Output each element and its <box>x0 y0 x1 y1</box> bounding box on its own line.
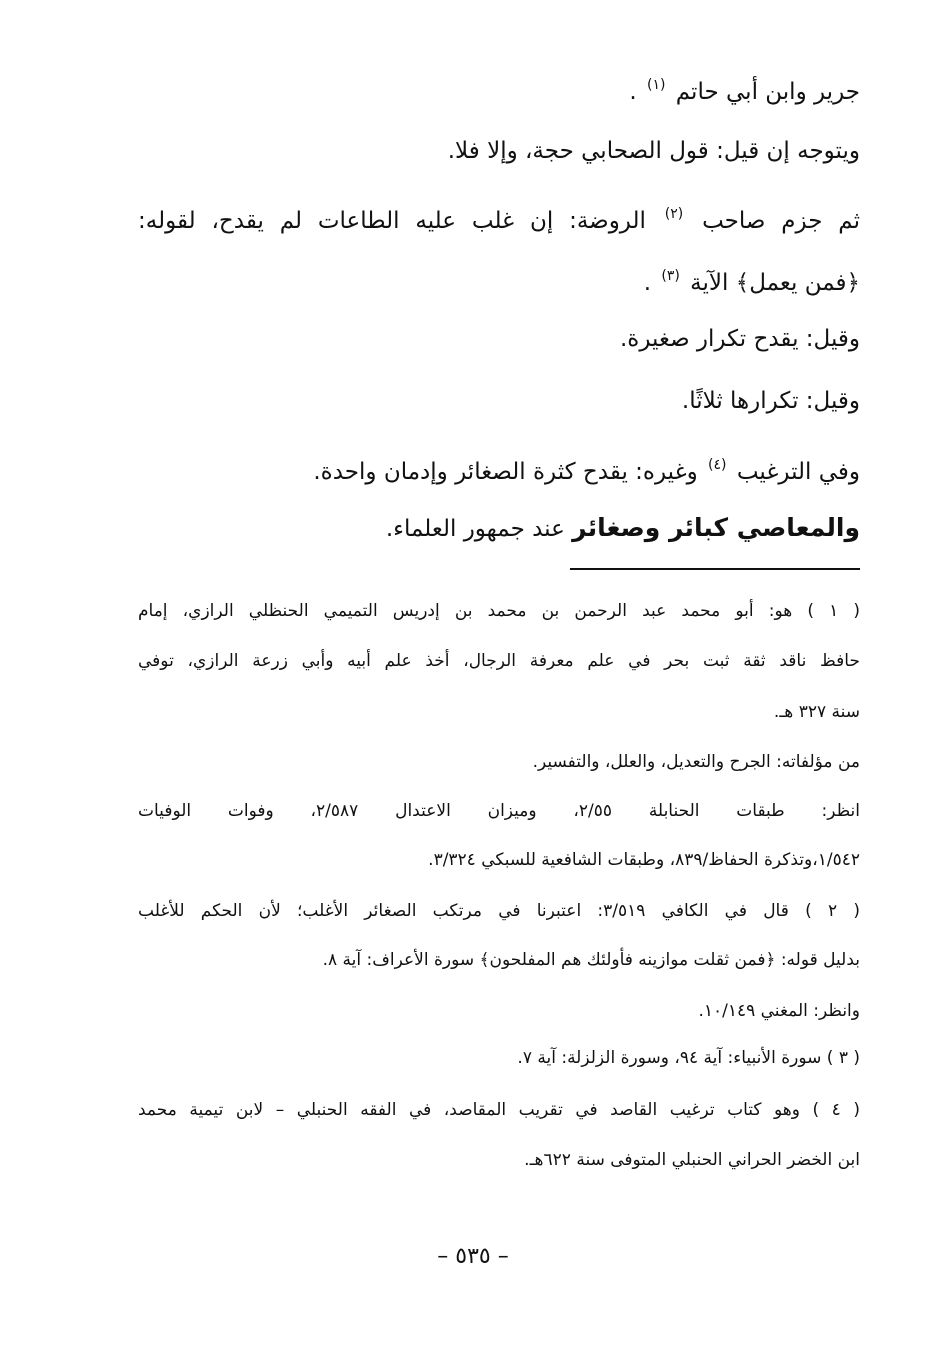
body-text: جرير وابن أبي حاتم <box>675 79 860 105</box>
footnote-text: ابن الخضر الحراني الحنبلي المتوفى سنة ٦٢٢هـ. <box>524 1150 860 1170</box>
footnote-text: ( ٤ ) وهو كتاب ترغيب القاصد في تقريب المقاصد، في الفقه الحنبلي – لابن تيمية محمد <box>138 1100 860 1120</box>
footnote-1-line-1 <box>138 598 860 624</box>
body-text: وقيل: تكرارها ثلاثًا. <box>681 388 860 414</box>
body-text: عند جمهور العلماء. <box>385 516 565 542</box>
footnote-4-line-1 <box>138 1097 860 1123</box>
footnote-text: ( ٣ ) سورة الأنبياء: آية ٩٤، وسورة الزلزلة: آية ٧. <box>517 1048 860 1068</box>
footnote-ref-4: (٤) <box>708 457 727 473</box>
quran-quote: ﴿فمن يعمل﴾ الآية <box>690 270 860 296</box>
footnote-2-line-2 <box>323 947 860 973</box>
body-line-3 <box>138 197 860 238</box>
footnote-ref-2: (٢) <box>664 206 684 222</box>
footnote-text: سنة ٣٢٧ هـ. <box>773 702 860 722</box>
footnote-text: ( ٢ ) قال في الكافي ٣/٥١٩: اعتبرنا في مرتكب الصغائر الأغلب؛ لأن الحكم للأغلب <box>138 901 860 921</box>
footnote-1-line-2 <box>138 648 860 674</box>
body-line-4 <box>644 259 860 300</box>
punctuation: . <box>643 270 652 296</box>
footnote-2-line-3 <box>698 998 860 1024</box>
body-text: ثم جزم صاحب <box>702 208 860 234</box>
section-heading: والمعاصي كبائر وصغائر <box>572 513 860 542</box>
footnote-1-line-4 <box>533 749 860 775</box>
footnote-text: ١/٥٤٢،وتذكرة الحفاظ/٨٣٩، وطبقات الشافعية للسبكي ٣/٣٢٤. <box>428 850 860 870</box>
body-line-6 <box>682 384 860 418</box>
body-line-8 <box>386 511 860 546</box>
footnote-ref-1: (١) <box>646 77 666 93</box>
footnote-text: من مؤلفاته: الجرح والتعديل، والعلل، والتفسير. <box>532 752 860 772</box>
footnote-ref-3: (٣) <box>661 268 680 284</box>
footnote-1-line-6 <box>428 847 860 873</box>
footnote-1-line-3 <box>774 699 860 725</box>
body-text: وفي الترغيب <box>736 459 860 485</box>
footnote-text: حافظ ناقد ثقة ثبت بحر في علم معرفة الرجال، أخذ علم أبيه وأبي زرعة الرازي، توفي <box>138 651 860 671</box>
body-text: وغيره: يقدح كثرة الصغائر وإدمان واحدة. <box>313 459 698 485</box>
body-line-5 <box>620 322 860 356</box>
footnote-text: انظر: طبقات الحنابلة ٢/٥٥، وميزان الاعتدال ٢/٥٨٧، وفوات الوفيات <box>138 801 861 821</box>
footnote-text: وانظر: المغني ١٠/١٤٩. <box>698 1001 860 1021</box>
footnote-divider <box>570 568 860 570</box>
body-line-2 <box>448 134 860 168</box>
punctuation: . <box>629 79 637 105</box>
footnote-text: بدليل قوله: ﴿فمن ثقلت موازينه فأولئك هم المفلحون﴾ سورة الأعراف: آية ٨. <box>322 950 860 970</box>
body-text: ويتوجه إن قيل: قول الصحابي حجة، وإلا فلا. <box>447 138 860 164</box>
body-text: وقيل: يقدح تكرار صغيرة. <box>619 326 860 352</box>
footnote-1-line-5 <box>138 798 860 824</box>
footnote-4-line-2 <box>524 1147 860 1173</box>
footnote-3-line-1 <box>517 1045 860 1071</box>
footnote-text: ( ١ ) هو: أبو محمد عبد الرحمن بن محمد بن إدريس التميمي الحنظلي الرازي، إمام <box>138 601 860 621</box>
footnote-2-line-1 <box>138 898 860 924</box>
body-line-7 <box>313 448 860 489</box>
body-text: الروضة: إن غلب عليه الطاعات لم يقدح، لقوله: <box>138 208 646 234</box>
body-line-1 <box>629 68 860 109</box>
page-number: – ٥٣٥ – <box>437 1244 509 1269</box>
